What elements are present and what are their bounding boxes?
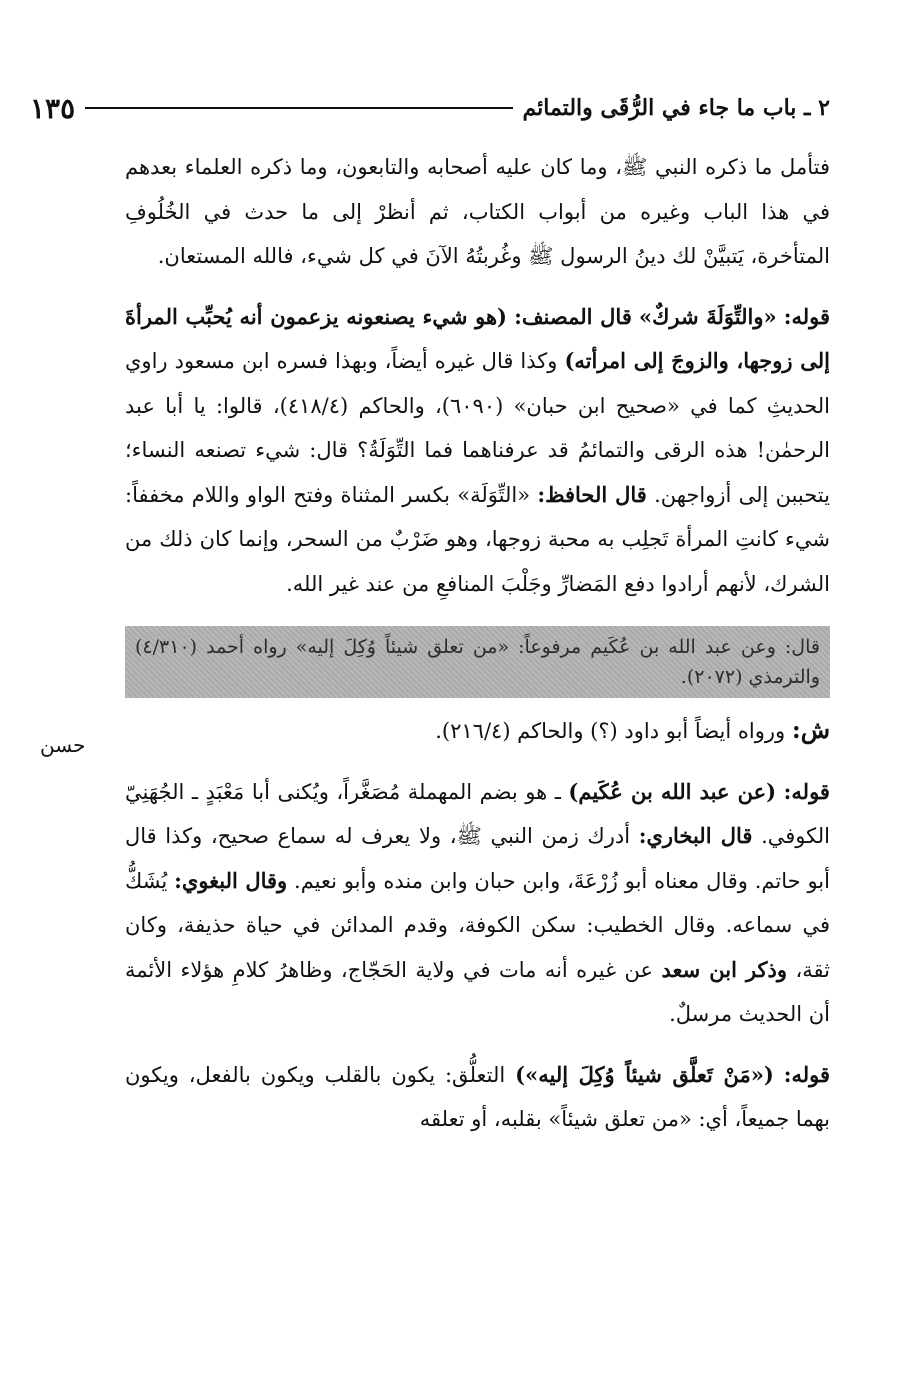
bukhari-label: قال البخاري: xyxy=(638,823,753,848)
qawluhu-label: قوله: xyxy=(783,778,830,804)
spacer xyxy=(125,279,830,295)
paragraph-tiwala xyxy=(125,295,830,607)
commentary-text: التعلُّق: يكون بالقلب ويكون بالفعل، ويكون بهما جميعاً، أي: «من تعلق شيئاً» بقلبه، أو تعلقه xyxy=(125,1062,830,1131)
spacer xyxy=(125,1037,830,1053)
qawluhu-label: قوله: xyxy=(783,1061,830,1087)
quoted-hadith: («مَنْ تَعلَّق شيئاً وُكِلَ إليه») xyxy=(515,1061,774,1087)
commentary-text: ـ هو بضم المهملة مُصَغَّراً، ويُكنى أبا مَعْبَدٍ ـ الجُهَنِيّ الكوفي. xyxy=(125,779,830,848)
hadith-box: قال: وعن عبد الله بن عُكَيم مرفوعاً: «من تعلق شيئاً وُكِلَ إليه» رواه أحمد (٤/٣١٠) والترمذي (٢٠٧٢). xyxy=(125,626,830,698)
paragraph-sharh xyxy=(125,708,830,754)
commentary-text: «التِّوَلَة» بكسر المثناة وفتح الواو واللام مخففاً: شيء كانتِ المرأة تَجلِب به محبة زوجها، وهو ضَرْبٌ من السحر، وإنما كان ذلك من الشرك، لأنهم أرادوا دفع المَضارِّ وجَلْبَ المنافعِ من عند غير الله. xyxy=(125,482,830,596)
page-header xyxy=(30,88,830,128)
paragraph-narrator xyxy=(125,770,830,1037)
narrator-name: (عن عبد الله بن عُكَيم) xyxy=(568,778,777,804)
paragraph-1: فتأمل ما ذكره النبي ﷺ، وما كان عليه أصحابه والتابعون، وما ذكره العلماء بعدهم في هذا الباب وغيره من أبواب الكتاب، ثم أنظرْ إلى ما حدث في الخُلُوفِ المتأخرة، يَتبيَّنْ لك دينُ الرسول ﷺ وغُربتُهُ الآنَ في كل شيء، فالله المستعان. xyxy=(125,155,830,268)
author-quote: (هو شيء يصنعونه يزعمون أنه يُحبِّب المرأةَ إلى زوجها، والزوجَ إلى امرأته) xyxy=(125,303,830,373)
ibn-saad-label: وذكر ابن سعد xyxy=(661,956,788,982)
hafiz-label: قال الحافظ: xyxy=(537,481,647,507)
commentary-text: وكذا قال غيره أيضاً، وبهذا فسره ابن مسعود راوي الحديثِ كما في «صحيح ابن حبان» (٦٠٩٠)، والحاكم (٤١٨/٤)، قالوا: يا أبا عبد الرحمٰن! هذه الرقى والتمائمُ قد عرفناهما فما التِّوَلَةُ؟ قال: شيء تصنعه النساء؛ يتحببن إلى أزواجهن. xyxy=(125,349,830,507)
sharh-text: ورواه أيضاً أبو داود (؟) والحاكم (٢١٦/٤). xyxy=(435,719,786,743)
chapter-title: ٢ ـ باب ما جاء في الرُّقَى والتمائم xyxy=(522,95,830,121)
quoted-hadith: «والتِّوَلَةَ شركٌ» xyxy=(638,303,777,329)
commentary-text: أدرك زمن النبي ﷺ، ولا يعرف له سماع صحيح، وكذا قال أبو حاتم. وقال معناه أبو زُرْعَةَ، وابن حبان وابن منده وأبو نعيم. xyxy=(125,824,830,893)
author-label: قال المصنف: xyxy=(514,303,632,329)
spacer xyxy=(125,754,830,770)
sharh-marker: ش: xyxy=(791,715,830,744)
qawluhu-label: قوله: xyxy=(783,303,830,329)
commentary-text: عن غيره أنه مات في ولاية الحَجّاج، وظاهرُ كلامِ هؤلاء الأئمة أن الحديث مرسلٌ. xyxy=(125,957,830,1026)
baghawi-label: وقال البغوي: xyxy=(174,867,288,893)
paragraph-taalluq xyxy=(125,1053,830,1142)
hadith-grade: حسن xyxy=(40,733,86,757)
header-rule xyxy=(85,107,512,109)
page-body xyxy=(125,145,830,1142)
page-number: ١٣٥ xyxy=(30,91,76,125)
commentary-text: يُشَكُّ في سماعه. وقال الخطيب: سكن الكوفة، وقدم المدائن في حياة حذيفة، وكان ثقة، xyxy=(125,868,830,982)
